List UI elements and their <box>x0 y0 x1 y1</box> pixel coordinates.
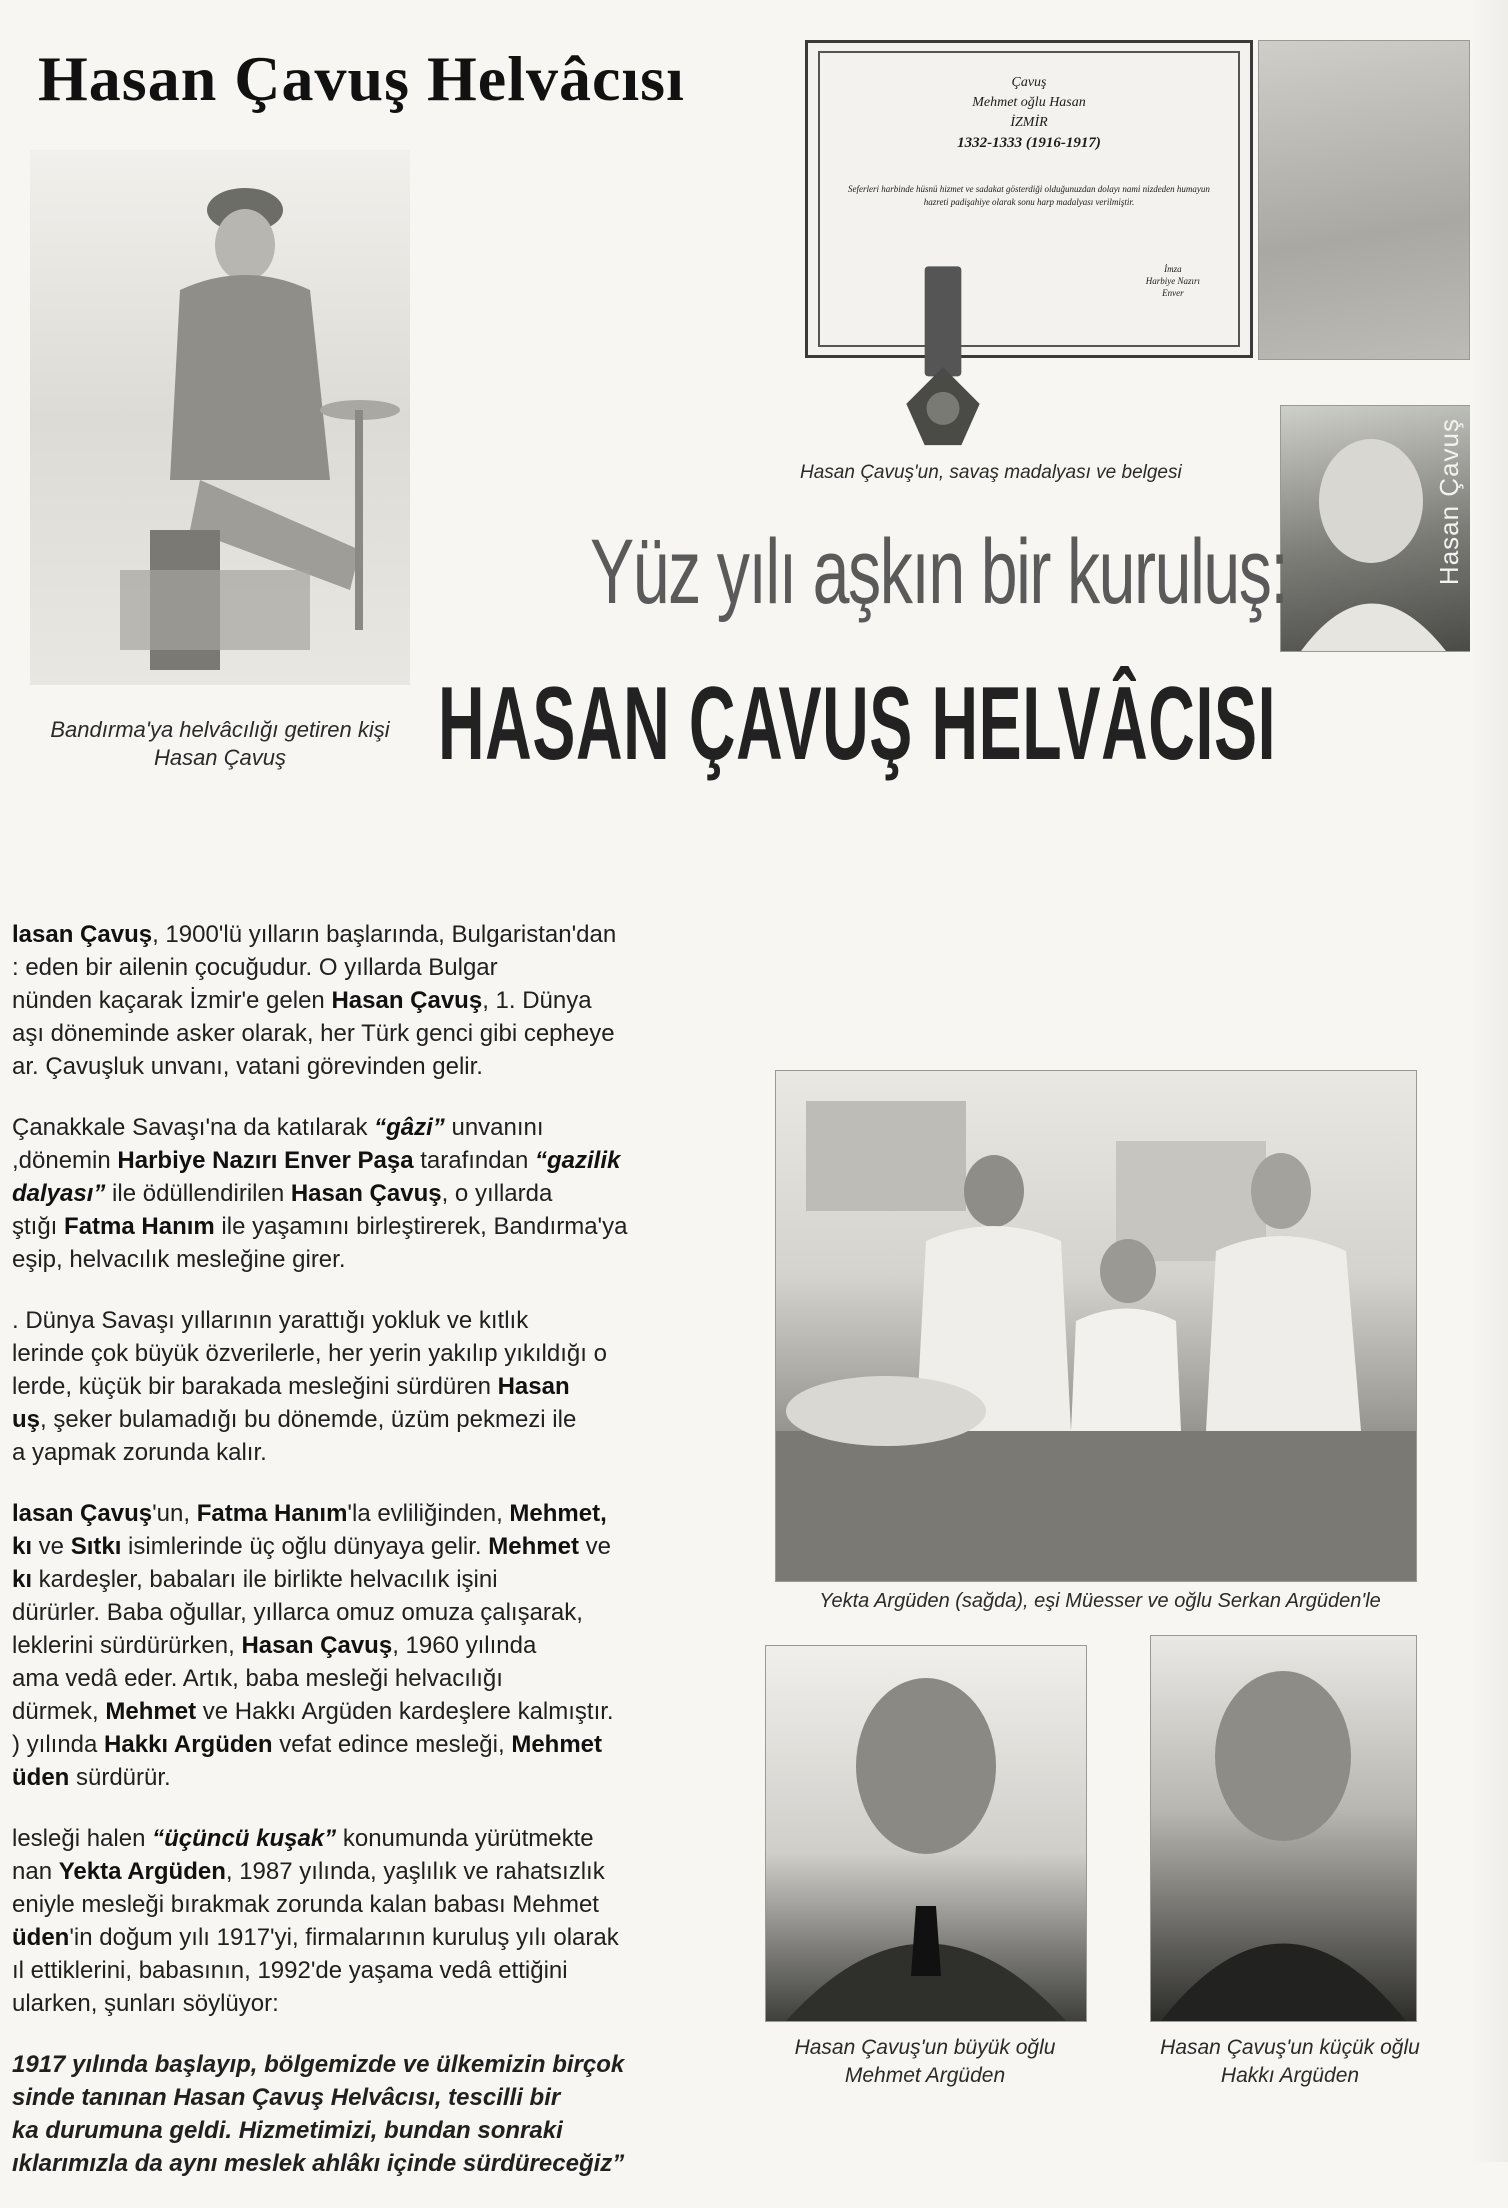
certificate-body: Seferleri harbinde hüsnü hizmet ve sadakat gösterdiği olduğunuzdan dolayı nami nizdeden humayun hazreti padişahiye olarak sonu harp madalyası verilmiştir. <box>848 184 1210 207</box>
text-run: , o yıllarda ştığı <box>12 1180 553 1240</box>
emphasis-text: Hasan Çavuş <box>331 987 483 1014</box>
certificate-sign: İmza <box>1164 264 1182 274</box>
emphasis-text: “gâzi” <box>374 1114 445 1141</box>
emphasis-text: Mehmet <box>488 1533 579 1560</box>
emphasis-text: “üçüncü kuşak” <box>152 1825 337 1852</box>
emphasis-text: kı <box>12 1566 33 1593</box>
headline-line1: Yüz yılı aşkın bir kuruluş: <box>590 521 1288 623</box>
portrait-hakki-arguden <box>1150 1635 1417 2022</box>
emphasis-text: Fatma Hanım <box>196 1500 348 1527</box>
text-run: ve <box>32 1533 71 1560</box>
emphasis-text: Hasan Çavuş <box>290 1180 442 1207</box>
portrait-face <box>766 1646 1086 2021</box>
emphasis-text: Hasan uş <box>12 1373 570 1433</box>
text-run: unvanını ,dönemin <box>12 1114 544 1174</box>
text-run: lesleği halen <box>12 1825 153 1852</box>
text-run: 'la evliliğinden, <box>347 1500 510 1527</box>
caption-line: Hasan Çavuş'un küçük oğlu <box>1160 2036 1420 2059</box>
emphasis-text: Mehmet üden <box>12 1731 603 1791</box>
certificate-sign: Enver <box>1162 288 1184 298</box>
portrait-vertical-label: Hasan Çavuş <box>1434 418 1464 586</box>
article-body <box>12 918 662 2208</box>
text-run: Çanakkale Savaşı'na da katılarak <box>12 1114 375 1141</box>
emphasis-text: Harbiye Nazırı Enver Paşa <box>117 1147 414 1174</box>
certificate-sign: Harbiye Nazırı <box>1145 276 1200 286</box>
text-run: , 1. Dünya aşı döneminde asker olarak, her Türk genci gibi cepheye ar. Çavuşluk unvanı, vatani görevinden gelir. <box>12 987 615 1080</box>
emphasis-text: “gazilik dalyası” <box>12 1147 621 1207</box>
caption-line: Bandırma'ya helvâcılığı getiren kişi <box>50 717 390 742</box>
text-run: ile yaşamını birleştirerek, Bandırma'ya eşip, helvacılık mesleğine girer. <box>12 1213 628 1273</box>
headline-line2: HASAN ÇAVUŞ HELVÂCISI <box>438 666 1277 782</box>
text-run: ile ödüllendirilen <box>105 1180 291 1207</box>
emphasis-text: lasan Çavuş <box>12 921 153 948</box>
page-title: Hasan Çavuş Helvâcısı <box>38 43 685 114</box>
text-run: , şeker bulamadığı bu dönemde, üzüm pekmezi ile a yapmak zorunda kalır. <box>12 1406 577 1466</box>
text-run: sürdürür. <box>69 1764 171 1791</box>
shop-family-illustration <box>776 1071 1416 1581</box>
caption-line: Hasan Çavuş <box>153 745 287 770</box>
portrait-mehmet-arguden <box>765 1645 1087 2022</box>
article-paragraph <box>12 1822 662 2020</box>
emphasis-text: üden <box>12 1924 70 1951</box>
emphasis-text: Hasan Çavuş <box>241 1632 393 1659</box>
certificate-caption: Hasan Çavuş'un, savaş madalyası ve belgesi <box>800 462 1182 483</box>
text-run: vefat edince mesleği, <box>272 1731 512 1758</box>
portrait-mehmet-caption <box>740 2034 1110 2090</box>
article-paragraph <box>12 1497 662 1794</box>
scan-edge <box>1470 0 1508 2162</box>
article-quote: 1917 yılında başlayıp, bölgemizde ve ülkemizin birçok sinde tanınan Hasan Çavuş Helvâcısı, tescilli bir ka durumuna geldi. Hizmetimizi, bundan sonraki ıklarımızla da aynı meslek ahlâkı içinde sürdüreceğiz” <box>12 2051 625 2177</box>
text-run: isimlerinde üç oğlu dünyaya gelir. <box>121 1533 489 1560</box>
document-photo-right <box>1258 40 1470 360</box>
seated-man-illustration <box>30 150 410 685</box>
caption-line: Mehmet Argüden <box>844 2064 1006 2087</box>
text-run: , 1987 yılında, yaşlılık ve rahatsızlık eniyle mesleği bırakmak zorunda kalan babası Mehmet <box>12 1858 605 1918</box>
portrait-hasan-cavus <box>1280 405 1472 652</box>
certificate-rank: Çavuş <box>1011 75 1047 90</box>
emphasis-text: lasan Çavuş <box>12 1500 153 1527</box>
portrait-hakki-caption <box>1120 2034 1460 2090</box>
certificate-name: Mehmet oğlu Hasan <box>972 95 1086 110</box>
text-run: tarafından <box>413 1147 535 1174</box>
emphasis-text: Mehmet, kı <box>12 1500 607 1560</box>
emphasis-text: Mehmet <box>105 1698 197 1725</box>
text-run: , 1960 yılında ama vedâ eder. Artık, baba mesleği helvacılığı dürmek, <box>12 1632 537 1725</box>
photo-hasan-cavus-seated <box>30 150 410 685</box>
shop-photo-caption: Yekta Argüden (sağda), eşi Müesser ve oğlu Serkan Argüden'le <box>819 1590 1381 1612</box>
emphasis-text: Yekta Argüden <box>58 1858 226 1885</box>
shop-photo <box>775 1070 1417 1582</box>
emphasis-text: Sıtkı <box>70 1533 122 1560</box>
text-run: ve <box>585 1533 611 1560</box>
text-run: 'in doğum yılı 1917'yi, firmalarının kuruluş yılı olarak ıl ettiklerini, babasının, 1992'de yaşama vedâ ettiğini ularken, şunları söylüyor: <box>12 1924 619 2017</box>
portrait-face <box>1151 1636 1416 2021</box>
certificate-frame <box>805 40 1253 358</box>
emphasis-text: Hakkı Argüden <box>104 1731 273 1758</box>
article-paragraph <box>12 1304 662 1469</box>
text-run: . Dünya Savaşı yıllarının yarattığı yokluk ve kıtlık lerinde çok büyük özverilerle, her yerin yakılıp yıkıldığı o lerde, küçük bir barakada mesleğini sürdüren <box>12 1307 607 1400</box>
text-run: ve Hakkı Argüden kardeşlere kalmıştır. ) yılında <box>12 1698 614 1758</box>
photo-left-caption <box>20 716 420 772</box>
text-run: konumunda yürütmekte nan <box>12 1825 594 1885</box>
text-run: kardeşler, babaları ile birlikte helvacılık işini dürürler. Baba oğullar, yıllarca omuz omuza çalışarak, leklerini sürdürürken, <box>12 1566 583 1659</box>
caption-line: Hakkı Argüden <box>1220 2064 1360 2087</box>
text-run: 'un, <box>152 1500 197 1527</box>
article-paragraph <box>12 918 662 1083</box>
article-paragraph <box>12 1111 662 1276</box>
caption-line: Hasan Çavuş'un büyük oğlu <box>794 2036 1056 2059</box>
certificate-years: 1332-1333 (1916-1917) <box>957 135 1101 151</box>
war-medal-icon <box>888 233 998 483</box>
emphasis-text: Fatma Hanım <box>64 1213 215 1240</box>
text-run: , 1900'lü yılların başlarında, Bulgaristan'dan : eden bir ailenin çocuğudur. O yıllarda Bulgar nünden kaçarak İzmir'e gelen <box>12 921 617 1014</box>
certificate-city: İZMİR <box>1010 115 1048 130</box>
